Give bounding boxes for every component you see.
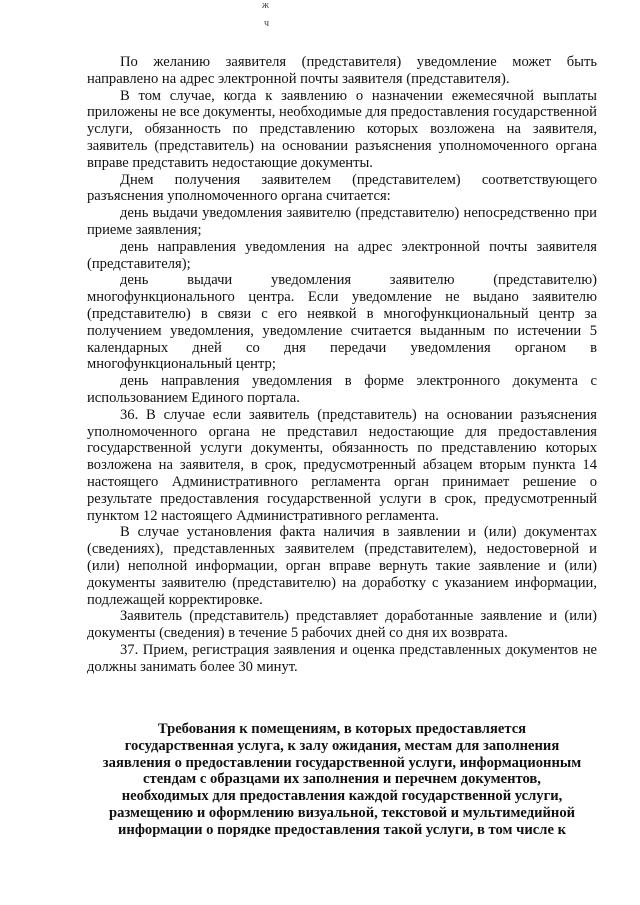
heading-line: информации о порядке предоставления такой услуги, в том числе к <box>118 821 566 838</box>
heading-line: государственная услуга, к залу ожидания, местам для заполнения <box>124 737 560 754</box>
heading-line: стендам с образцами их заполнения и перечнем документов, <box>143 771 541 788</box>
section-heading <box>87 721 597 839</box>
scan-mark-top: ж <box>262 0 269 11</box>
paragraph: Заявитель (представитель) представляет доработанные заявление и (или) документы (сведения) в течение 5 рабочих дней со дня их возврата. <box>87 608 597 642</box>
heading-line: размещению и оформлению визуальной, текстовой и мультимедийной <box>108 804 576 821</box>
paragraph: В том случае, когда к заявлению о назначении ежемесячной выплаты приложены не все документы, необходимые для предоставления государственной услуги, обязанность по представлению которых возложена на заявителя, заявитель (представитель) на основании разъяснения уполномоченного органа вправе представить недостающие документы. <box>87 87 597 171</box>
paragraph: день направления уведомления на адрес электронной почты заявителя (представителя); <box>87 238 597 272</box>
paragraph: 37. Прием, регистрация заявления и оценка представленных документов не должны занимать более 30 минут. <box>87 641 597 675</box>
heading-line: заявления о предоставлении государственной услуги, информационным <box>102 754 582 771</box>
paragraph: день направления уведомления в форме электронного документа с использованием Единого портала. <box>87 373 597 406</box>
heading-line: необходимых для предоставления каждой государственной услуги, <box>121 788 563 805</box>
paragraph: день выдачи уведомления заявителю (представителю) непосредственно при приеме заявления; <box>87 205 597 238</box>
paragraph: 36. В случае если заявитель (представитель) на основании разъяснения уполномоченного органа не представил недостающие для предоставления государственной услуги документы, обязанность по представлению которых возложена на заявителя, в срок, предусмотренный абзацем вторым пункта 14 настоящего Административного регламента орган принимает решение о результате предоставления государственной услуги в срок, предусмотренный пунктом 12 настоящего Административного регламента. <box>87 406 597 524</box>
body-text <box>87 54 597 675</box>
heading-line: Требования к помещениям, в которых предоставляется <box>157 721 527 737</box>
scan-mark-top-2: ч <box>264 18 270 29</box>
paragraph: В случае установления факта наличия в заявлении и (или) документах (сведениях), представленных заявителем (представителем), недостоверной и (или) неполной информации, орган вправе вернуть такие заявление и (или) документы заявителю (представителю) на доработку с указанием информации, подлежащей корректировке. <box>87 524 597 608</box>
paragraph: день выдачи уведомления заявителю (представителю) многофункционального центра. Если уведомление не выдано заявителю (представителю) в связи с его неявкой в многофункциональный центр за получением уведомления, уведомление считается выданным по истечении 5 календарных дней со дня передачи уведомления органом в многофункциональный центр; <box>87 272 597 373</box>
paragraph: Днем получения заявителем (представителем) соответствующего разъяснения уполномоченного органа считается: <box>87 171 597 205</box>
paragraph: По желанию заявителя (представителя) уведомление может быть направлено на адрес электронной почты заявителя (представителя). <box>87 54 597 87</box>
